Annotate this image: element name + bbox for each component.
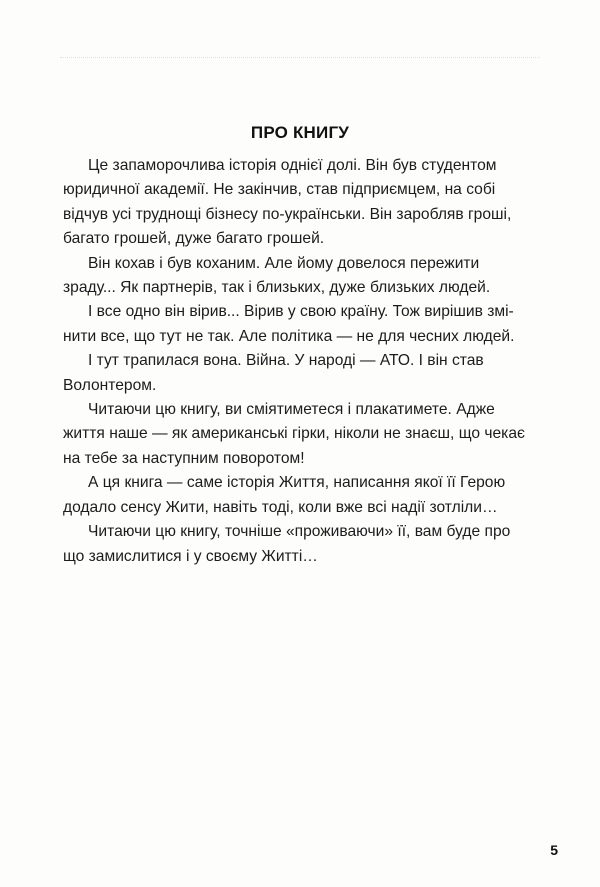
text-line: А ця книга — саме історія Життя, написання якої її Герою [88, 474, 506, 492]
paragraph-2 [63, 252, 555, 301]
text-line: Він кохав і був коханим. Але йому довелося пережити [88, 254, 480, 272]
text-line: Читаючи цю книгу, ви сміятиметеся і плакатимете. Адже [88, 401, 495, 419]
text-line: нити все, що тут не так. Але політика — не для чесних людей. [63, 327, 515, 345]
text-line: І тут трапилася вона. Війна. У народі — АТО. І він став [88, 352, 484, 370]
text-line: зраду... Як партнерів, так і близьких, дуже близьких людей. [63, 279, 491, 297]
text-line: Читаючи цю книгу, точніше «проживаючи» її, вам буде про [88, 523, 511, 541]
text-line: І все одно він вірив... Вірив у свою країну. Тож вирішив змі- [88, 303, 514, 321]
text-line: Це запаморочлива історія однієї долі. Він був студентом [88, 157, 497, 174]
text-line: відчув усі труднощі бізнесу по-українськи. Він заробляв гроші, [63, 205, 512, 223]
body-text [63, 154, 555, 569]
paragraph-7 [63, 520, 555, 569]
page-number: 5 [550, 842, 558, 858]
text-line: що замислитися і у своєму Житті… [63, 547, 318, 565]
paragraph-1 [63, 154, 555, 252]
text-line: життя наше — як американські гірки, ніколи не знаєш, що чекає [63, 425, 525, 443]
text-line: юридичної академії. Не закінчив, став підприємцем, на собі [63, 181, 496, 199]
text-line: багато грошей, дуже багато грошей. [63, 230, 325, 248]
paragraph-3 [63, 300, 555, 349]
paragraph-4 [63, 349, 555, 398]
text-line: додало сенсу Жити, навіть тоді, коли вже всі надії зотліли… [63, 498, 498, 516]
scan-artifact-line [60, 57, 540, 58]
page-title: ПРО КНИГУ [250, 123, 350, 142]
text-line: Волонтером. [63, 376, 157, 394]
text-line: на тебе за наступним поворотом! [63, 449, 305, 467]
paragraph-6 [63, 471, 555, 520]
paragraph-5 [63, 398, 555, 471]
